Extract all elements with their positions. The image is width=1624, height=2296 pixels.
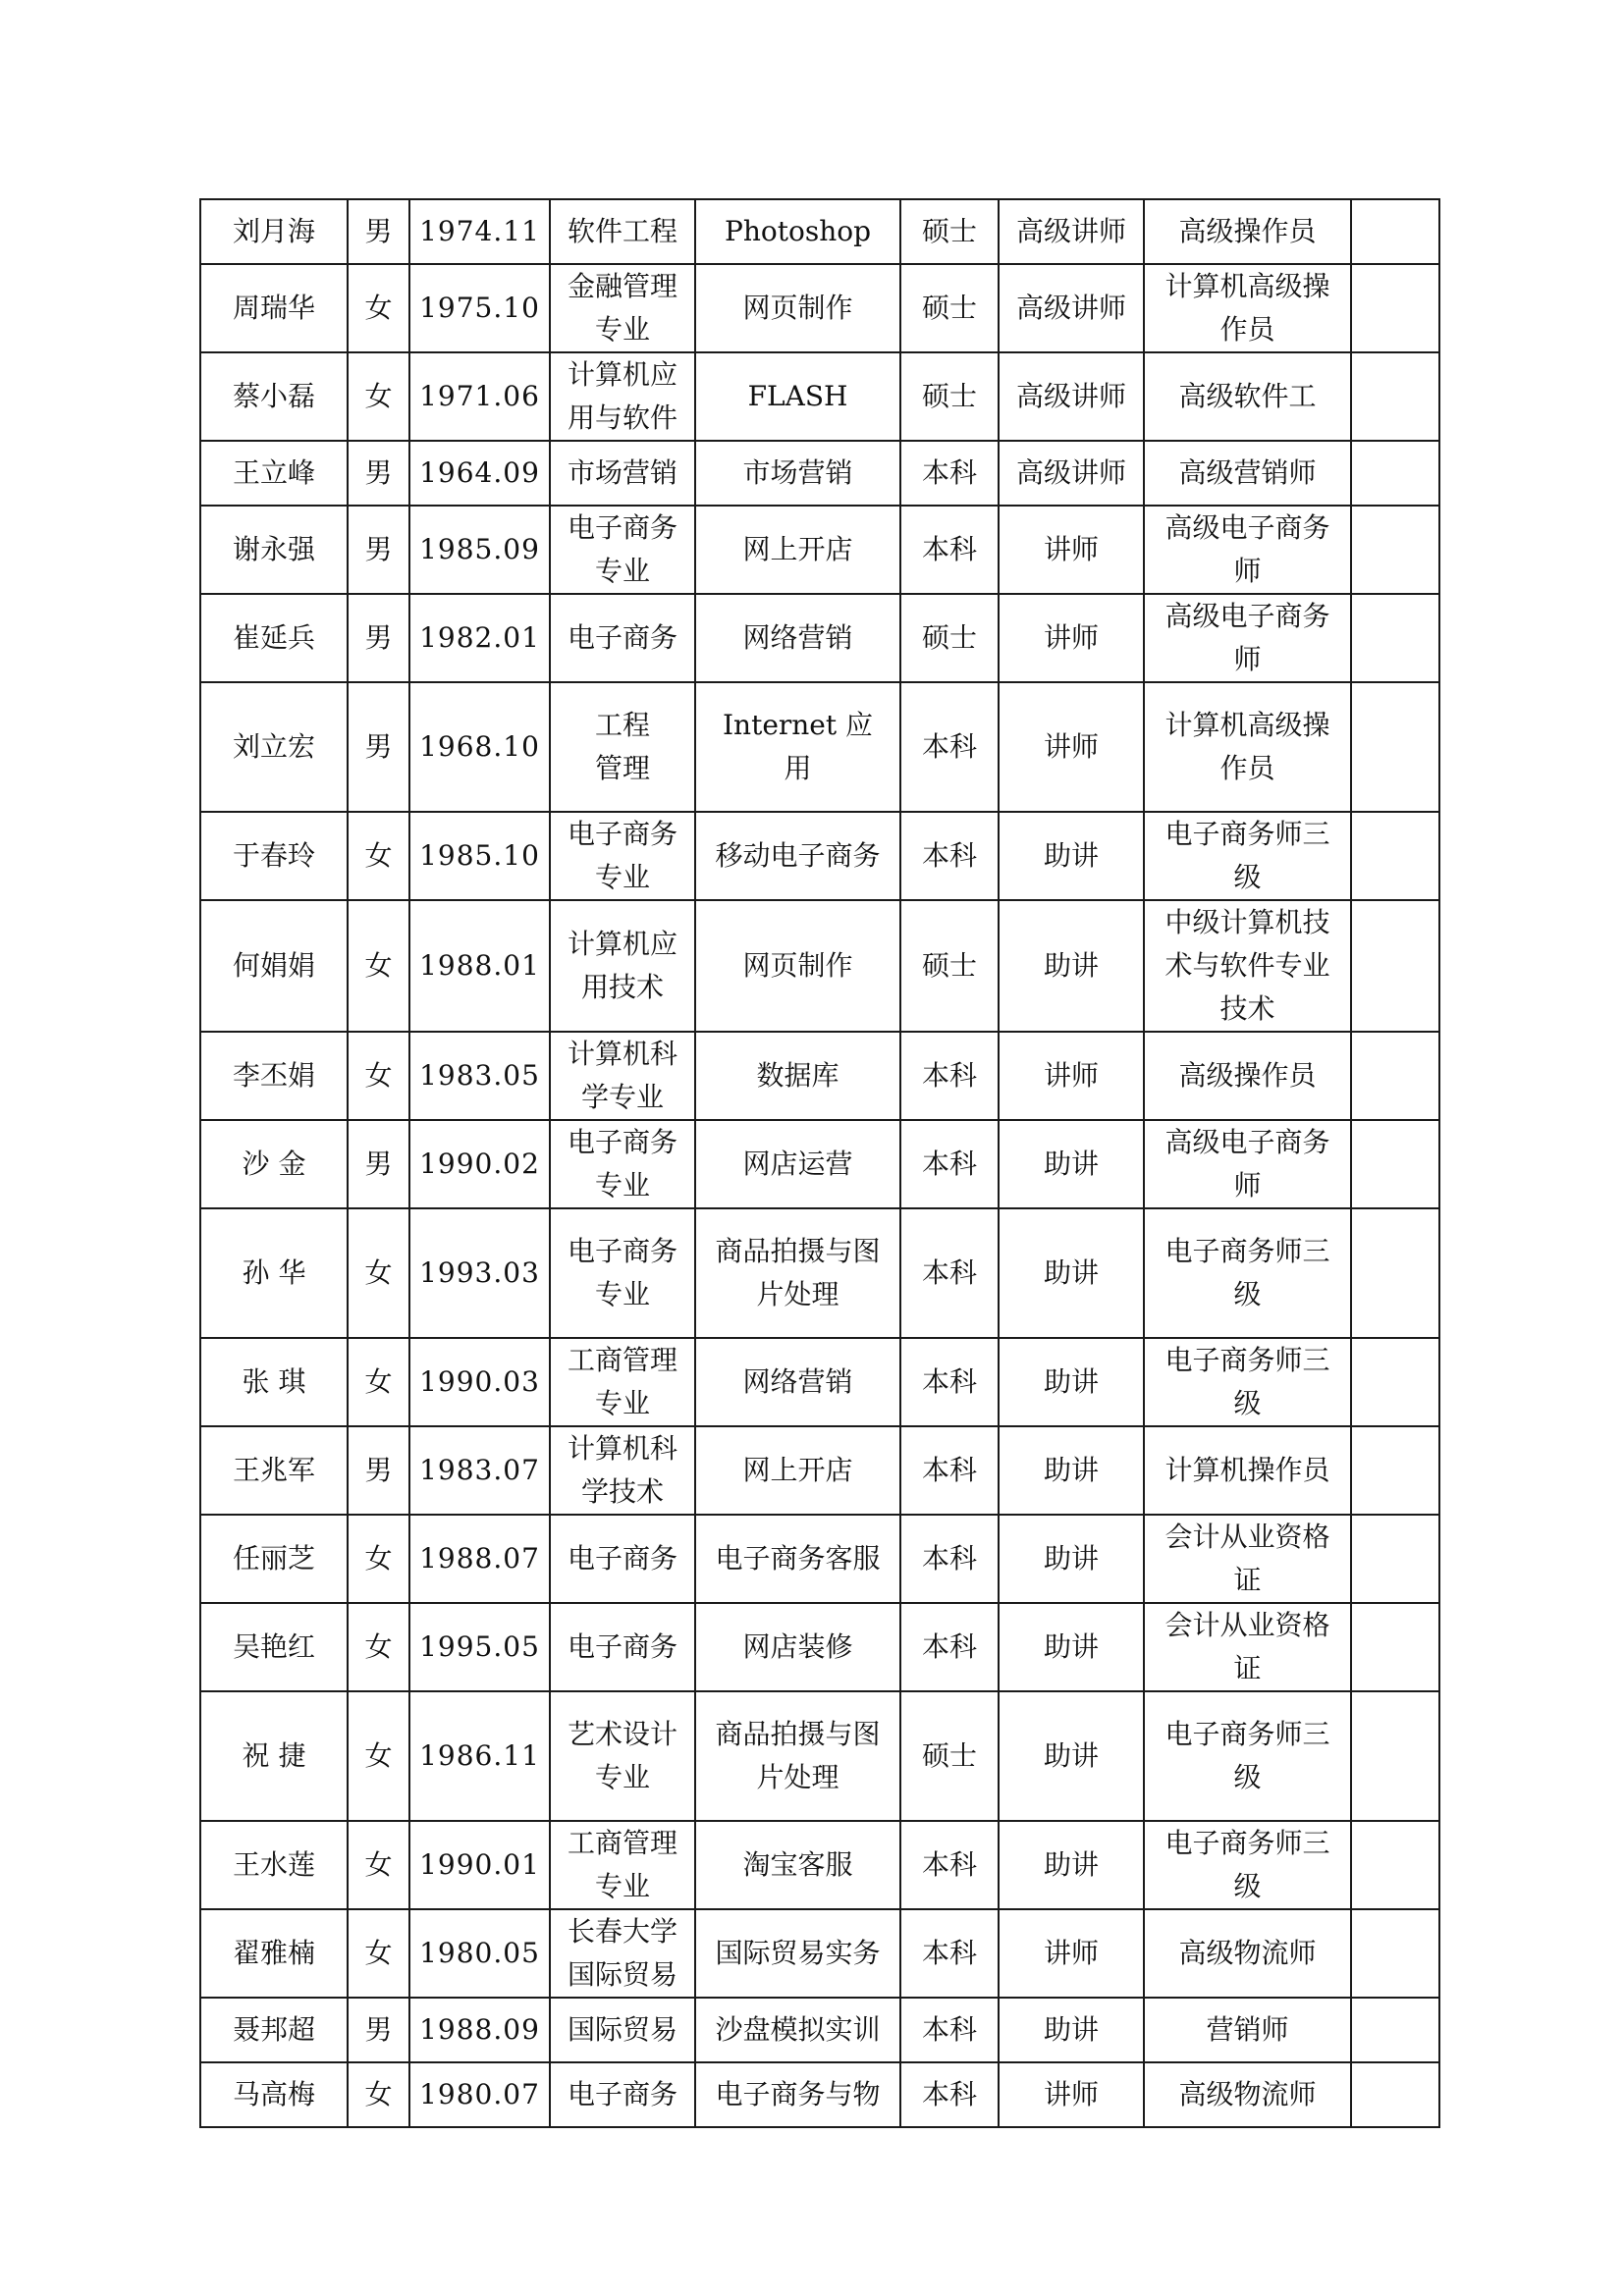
staff-table <box>199 198 1440 2128</box>
cell-note <box>1351 1998 1439 2062</box>
cell-note <box>1351 1691 1439 1821</box>
cell-birth: 1990.03 <box>409 1338 550 1426</box>
cell-note <box>1351 2062 1439 2127</box>
cell-name: 吴艳红 <box>200 1603 348 1691</box>
cell-title: 讲师 <box>999 594 1144 682</box>
cell-title: 助讲 <box>999 1208 1144 1338</box>
cell-course: FLASH <box>695 352 900 441</box>
cell-note <box>1351 1909 1439 1998</box>
cell-cert: 高级电子商务 师 <box>1144 1120 1351 1208</box>
cell-title: 讲师 <box>999 506 1144 594</box>
table-row <box>200 1515 1439 1603</box>
cell-note <box>1351 1032 1439 1120</box>
cell-course: 国际贸易实务 <box>695 1909 900 1998</box>
cell-birth: 1985.10 <box>409 812 550 900</box>
cell-note <box>1351 1120 1439 1208</box>
cell-major: 金融管理 专业 <box>550 264 695 352</box>
cell-degree: 本科 <box>900 2062 999 2127</box>
cell-name: 王水莲 <box>200 1821 348 1909</box>
cell-cert: 高级营销师 <box>1144 441 1351 506</box>
cell-major: 电子商务 <box>550 1515 695 1603</box>
cell-degree: 本科 <box>900 1120 999 1208</box>
cell-cert: 会计从业资格 证 <box>1144 1603 1351 1691</box>
cell-title: 助讲 <box>999 1120 1144 1208</box>
cell-gender: 女 <box>348 812 409 900</box>
cell-major: 计算机科 学技术 <box>550 1426 695 1515</box>
cell-degree: 本科 <box>900 1998 999 2062</box>
table-row <box>200 2062 1439 2127</box>
cell-birth: 1968.10 <box>409 682 550 812</box>
cell-course: 网上开店 <box>695 506 900 594</box>
cell-course: 淘宝客服 <box>695 1821 900 1909</box>
cell-gender: 女 <box>348 1032 409 1120</box>
table-row <box>200 352 1439 441</box>
cell-birth: 1974.11 <box>409 199 550 264</box>
cell-birth: 1990.01 <box>409 1821 550 1909</box>
cell-name: 王兆军 <box>200 1426 348 1515</box>
cell-gender: 男 <box>348 1120 409 1208</box>
cell-gender: 女 <box>348 264 409 352</box>
cell-title: 助讲 <box>999 812 1144 900</box>
cell-note <box>1351 199 1439 264</box>
cell-degree: 硕士 <box>900 264 999 352</box>
cell-gender: 男 <box>348 441 409 506</box>
cell-note <box>1351 900 1439 1032</box>
cell-title: 讲师 <box>999 1909 1144 1998</box>
cell-cert: 电子商务师三 级 <box>1144 1338 1351 1426</box>
cell-title: 讲师 <box>999 1032 1144 1120</box>
cell-major: 工商管理 专业 <box>550 1338 695 1426</box>
table-row <box>200 812 1439 900</box>
table-row <box>200 1032 1439 1120</box>
cell-gender: 女 <box>348 1603 409 1691</box>
cell-title: 助讲 <box>999 1603 1144 1691</box>
cell-major: 电子商务 专业 <box>550 506 695 594</box>
table-row <box>200 441 1439 506</box>
cell-title: 助讲 <box>999 1821 1144 1909</box>
cell-note <box>1351 506 1439 594</box>
cell-major: 艺术设计 专业 <box>550 1691 695 1821</box>
cell-name: 谢永强 <box>200 506 348 594</box>
cell-course: Photoshop <box>695 199 900 264</box>
cell-title: 助讲 <box>999 900 1144 1032</box>
table-row <box>200 1338 1439 1426</box>
cell-cert: 电子商务师三 级 <box>1144 1208 1351 1338</box>
cell-note <box>1351 1515 1439 1603</box>
cell-course: 沙盘模拟实训 <box>695 1998 900 2062</box>
cell-birth: 1995.05 <box>409 1603 550 1691</box>
cell-note <box>1351 1338 1439 1426</box>
cell-degree: 本科 <box>900 506 999 594</box>
cell-birth: 1988.09 <box>409 1998 550 2062</box>
cell-gender: 男 <box>348 682 409 812</box>
cell-degree: 硕士 <box>900 1691 999 1821</box>
cell-cert: 高级操作员 <box>1144 1032 1351 1120</box>
cell-course: 网络营销 <box>695 1338 900 1426</box>
cell-cert: 计算机高级操 作员 <box>1144 682 1351 812</box>
cell-birth: 1993.03 <box>409 1208 550 1338</box>
cell-name: 翟雅楠 <box>200 1909 348 1998</box>
cell-course: 商品拍摄与图 片处理 <box>695 1691 900 1821</box>
cell-cert: 高级电子商务 师 <box>1144 506 1351 594</box>
cell-major: 电子商务 <box>550 594 695 682</box>
cell-gender: 男 <box>348 199 409 264</box>
cell-name: 周瑞华 <box>200 264 348 352</box>
cell-degree: 本科 <box>900 1338 999 1426</box>
cell-cert: 高级物流师 <box>1144 2062 1351 2127</box>
cell-degree: 本科 <box>900 1603 999 1691</box>
cell-title: 高级讲师 <box>999 441 1144 506</box>
cell-note <box>1351 1208 1439 1338</box>
cell-birth: 1982.01 <box>409 594 550 682</box>
cell-birth: 1988.01 <box>409 900 550 1032</box>
cell-degree: 本科 <box>900 1426 999 1515</box>
cell-birth: 1988.07 <box>409 1515 550 1603</box>
cell-course: 数据库 <box>695 1032 900 1120</box>
cell-course: 网店运营 <box>695 1120 900 1208</box>
table-row <box>200 682 1439 812</box>
cell-name: 何娟娟 <box>200 900 348 1032</box>
cell-major: 电子商务 <box>550 2062 695 2127</box>
cell-degree: 本科 <box>900 1821 999 1909</box>
cell-gender: 女 <box>348 1821 409 1909</box>
table-row <box>200 1821 1439 1909</box>
cell-gender: 男 <box>348 506 409 594</box>
table-row <box>200 1603 1439 1691</box>
cell-birth: 1983.05 <box>409 1032 550 1120</box>
cell-note <box>1351 1426 1439 1515</box>
cell-title: 高级讲师 <box>999 264 1144 352</box>
cell-name: 刘月海 <box>200 199 348 264</box>
cell-degree: 本科 <box>900 682 999 812</box>
cell-name: 祝 捷 <box>200 1691 348 1821</box>
staff-table-body <box>200 199 1439 2127</box>
cell-degree: 本科 <box>900 1032 999 1120</box>
cell-major: 工商管理 专业 <box>550 1821 695 1909</box>
cell-cert: 营销师 <box>1144 1998 1351 2062</box>
cell-note <box>1351 682 1439 812</box>
table-row <box>200 1691 1439 1821</box>
cell-cert: 电子商务师三 级 <box>1144 1691 1351 1821</box>
cell-cert: 高级电子商务 师 <box>1144 594 1351 682</box>
table-row <box>200 1426 1439 1515</box>
cell-birth: 1971.06 <box>409 352 550 441</box>
cell-name: 崔延兵 <box>200 594 348 682</box>
cell-note <box>1351 812 1439 900</box>
cell-birth: 1985.09 <box>409 506 550 594</box>
cell-degree: 硕士 <box>900 900 999 1032</box>
table-row <box>200 1998 1439 2062</box>
cell-course: 网络营销 <box>695 594 900 682</box>
cell-degree: 本科 <box>900 1909 999 1998</box>
cell-name: 刘立宏 <box>200 682 348 812</box>
cell-gender: 女 <box>348 1208 409 1338</box>
cell-course: 电子商务客服 <box>695 1515 900 1603</box>
cell-cert: 会计从业资格 证 <box>1144 1515 1351 1603</box>
cell-course: 网上开店 <box>695 1426 900 1515</box>
cell-birth: 1986.11 <box>409 1691 550 1821</box>
cell-course: 网页制作 <box>695 900 900 1032</box>
cell-birth: 1990.02 <box>409 1120 550 1208</box>
cell-gender: 女 <box>348 900 409 1032</box>
table-row <box>200 1909 1439 1998</box>
cell-name: 沙 金 <box>200 1120 348 1208</box>
table-row <box>200 594 1439 682</box>
cell-title: 讲师 <box>999 682 1144 812</box>
cell-gender: 男 <box>348 1426 409 1515</box>
cell-course: 商品拍摄与图 片处理 <box>695 1208 900 1338</box>
cell-name: 马高梅 <box>200 2062 348 2127</box>
table-row <box>200 264 1439 352</box>
cell-major: 电子商务 专业 <box>550 1120 695 1208</box>
cell-note <box>1351 594 1439 682</box>
cell-note <box>1351 441 1439 506</box>
table-row <box>200 1208 1439 1338</box>
cell-gender: 男 <box>348 1998 409 2062</box>
cell-major: 计算机应 用与软件 <box>550 352 695 441</box>
cell-name: 张 琪 <box>200 1338 348 1426</box>
cell-cert: 高级物流师 <box>1144 1909 1351 1998</box>
cell-name: 任丽芝 <box>200 1515 348 1603</box>
cell-title: 助讲 <box>999 1998 1144 2062</box>
table-row <box>200 199 1439 264</box>
cell-gender: 女 <box>348 2062 409 2127</box>
cell-degree: 本科 <box>900 1208 999 1338</box>
cell-name: 王立峰 <box>200 441 348 506</box>
cell-degree: 硕士 <box>900 352 999 441</box>
cell-major: 国际贸易 <box>550 1998 695 2062</box>
cell-major: 计算机科 学专业 <box>550 1032 695 1120</box>
cell-major: 计算机应 用技术 <box>550 900 695 1032</box>
table-row <box>200 1120 1439 1208</box>
cell-cert: 计算机操作员 <box>1144 1426 1351 1515</box>
cell-course: 市场营销 <box>695 441 900 506</box>
cell-title: 助讲 <box>999 1426 1144 1515</box>
cell-birth: 1975.10 <box>409 264 550 352</box>
cell-major: 电子商务 专业 <box>550 812 695 900</box>
cell-gender: 女 <box>348 1515 409 1603</box>
cell-gender: 女 <box>348 1338 409 1426</box>
cell-course: 移动电子商务 <box>695 812 900 900</box>
cell-title: 助讲 <box>999 1338 1144 1426</box>
cell-course: 电子商务与物 <box>695 2062 900 2127</box>
cell-title: 高级讲师 <box>999 199 1144 264</box>
cell-major: 软件工程 <box>550 199 695 264</box>
cell-birth: 1980.05 <box>409 1909 550 1998</box>
cell-name: 聂邦超 <box>200 1998 348 2062</box>
cell-major: 电子商务 <box>550 1603 695 1691</box>
cell-title: 高级讲师 <box>999 352 1144 441</box>
cell-cert: 电子商务师三 级 <box>1144 1821 1351 1909</box>
cell-major: 电子商务 专业 <box>550 1208 695 1338</box>
cell-name: 于春玲 <box>200 812 348 900</box>
cell-course: 网页制作 <box>695 264 900 352</box>
cell-name: 孙 华 <box>200 1208 348 1338</box>
cell-gender: 男 <box>348 594 409 682</box>
cell-title: 助讲 <box>999 1691 1144 1821</box>
cell-birth: 1964.09 <box>409 441 550 506</box>
cell-cert: 中级计算机技 术与软件专业 技术 <box>1144 900 1351 1032</box>
cell-cert: 电子商务师三 级 <box>1144 812 1351 900</box>
cell-course: Internet 应 用 <box>695 682 900 812</box>
cell-note <box>1351 1821 1439 1909</box>
cell-cert: 高级软件工 <box>1144 352 1351 441</box>
cell-gender: 女 <box>348 1909 409 1998</box>
cell-birth: 1983.07 <box>409 1426 550 1515</box>
cell-degree: 硕士 <box>900 594 999 682</box>
table-row <box>200 506 1439 594</box>
cell-note <box>1351 1603 1439 1691</box>
cell-title: 讲师 <box>999 2062 1144 2127</box>
cell-name: 李丕娟 <box>200 1032 348 1120</box>
cell-degree: 本科 <box>900 441 999 506</box>
cell-degree: 本科 <box>900 1515 999 1603</box>
table-row <box>200 900 1439 1032</box>
cell-cert: 高级操作员 <box>1144 199 1351 264</box>
cell-degree: 硕士 <box>900 199 999 264</box>
cell-birth: 1980.07 <box>409 2062 550 2127</box>
cell-name: 蔡小磊 <box>200 352 348 441</box>
cell-cert: 计算机高级操 作员 <box>1144 264 1351 352</box>
cell-major: 工程 管理 <box>550 682 695 812</box>
cell-note <box>1351 264 1439 352</box>
cell-major: 市场营销 <box>550 441 695 506</box>
cell-title: 助讲 <box>999 1515 1144 1603</box>
cell-major: 长春大学 国际贸易 <box>550 1909 695 1998</box>
cell-gender: 女 <box>348 352 409 441</box>
cell-gender: 女 <box>348 1691 409 1821</box>
cell-note <box>1351 352 1439 441</box>
cell-degree: 本科 <box>900 812 999 900</box>
cell-course: 网店装修 <box>695 1603 900 1691</box>
